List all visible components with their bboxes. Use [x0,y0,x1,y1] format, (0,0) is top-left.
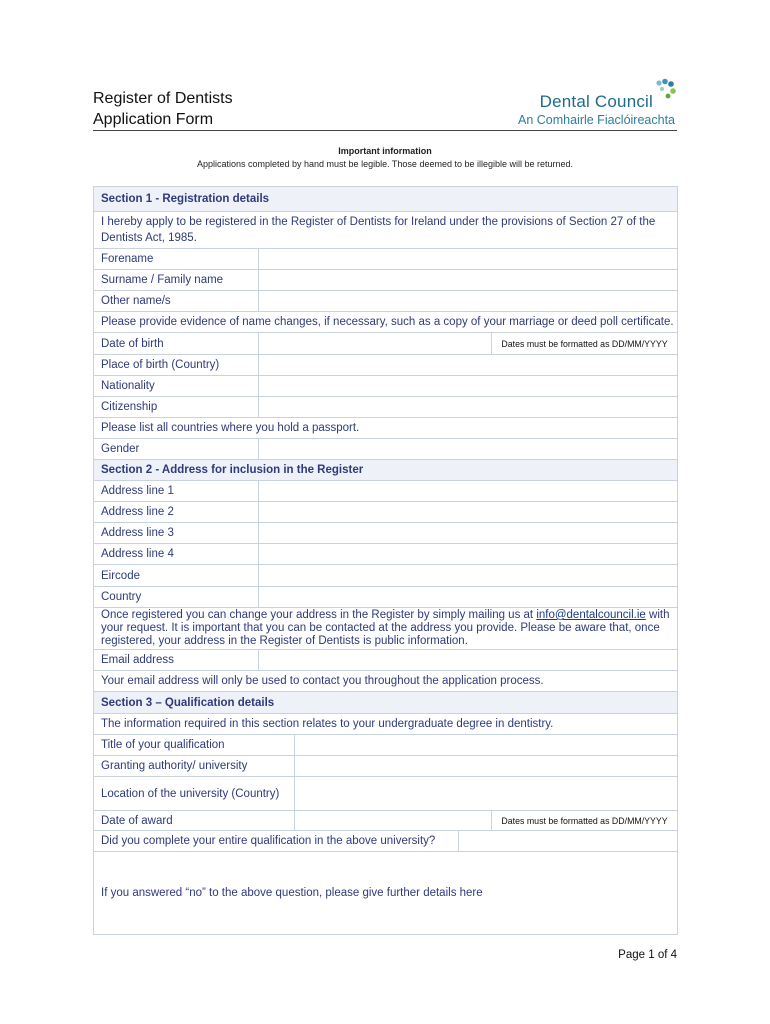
info-email-link[interactable]: info@dentalcouncil.ie [536,609,646,621]
section3-title: Section 3 – Qualification details [94,692,678,714]
surname-label: Surname / Family name [94,270,259,291]
address-line-2-label: Address line 2 [94,502,259,523]
forename-row [94,249,678,270]
country-row [94,587,678,608]
address-line-1-field[interactable] [259,481,678,502]
pob-field[interactable] [259,355,678,376]
address-note-row [94,608,678,650]
address-line-3-row [94,523,678,544]
country-label: Country [94,587,259,608]
complete-question-label: Did you complete your entire qualification in the above university? [94,831,459,852]
section1-title: Section 1 - Registration details [94,187,678,212]
address-line-1-row [94,481,678,502]
forename-field[interactable] [259,249,678,270]
gender-row [94,439,678,460]
award-date-field[interactable] [295,811,492,831]
important-text: Applications completed by hand must be legible. Those deemed to be illegible will be returned. [196,159,574,169]
university-location-field[interactable] [295,777,678,811]
gender-field[interactable] [259,439,678,460]
award-date-row [94,811,678,831]
complete-question-row [94,831,678,852]
citizenship-label: Citizenship [94,397,259,418]
email-row [94,650,678,671]
address-line-2-row [94,502,678,523]
eircode-row [94,565,678,587]
surname-row [94,270,678,291]
logo-irish-name: An Comhairle Fiaclóireachta [517,113,675,127]
citizenship-field[interactable] [259,397,678,418]
eircode-field[interactable] [259,565,678,587]
nationality-row [94,376,678,397]
email-note: Your email address will only be used to contact you throughout the application process. [94,671,678,692]
name-note: Please provide evidence of name changes, if necessary, such as a copy of your marriage or deed poll certificate. [94,312,678,333]
dob-label: Date of birth [94,333,259,355]
dental-council-logo [518,80,675,127]
dob-field[interactable] [259,333,492,355]
section3-intro-row [94,714,678,735]
name-note-row [94,312,678,333]
logo-name: Dental Council [539,92,653,111]
email-note-row [94,671,678,692]
title-line-1: Register of Dentists [93,90,233,107]
important-information [93,146,677,169]
eircode-label: Eircode [94,565,259,587]
email-field[interactable] [259,650,678,671]
title-line-2: Application Form [93,111,214,128]
logo-dots-icon [651,78,677,104]
address-line-1-label: Address line 1 [94,481,259,502]
granting-authority-label: Granting authority/ university [94,756,295,777]
address-line-2-field[interactable] [259,502,678,523]
pob-row [94,355,678,376]
pob-label: Place of birth (Country) [94,355,259,376]
country-field[interactable] [259,587,678,608]
further-details-field[interactable] [94,852,678,935]
passport-note-row [94,418,678,439]
address-line-4-field[interactable] [259,544,678,565]
address-note [94,608,678,650]
dob-row [94,333,678,355]
application-form-table [93,186,678,935]
citizenship-row [94,397,678,418]
university-location-row [94,777,678,811]
further-details-row [94,852,678,935]
section1-header [94,187,678,212]
section2-title: Section 2 - Address for inclusion in the Register [94,460,678,481]
qualification-title-label: Title of your qualification [94,735,295,756]
other-names-label: Other name/s [94,291,259,312]
address-line-4-row [94,544,678,565]
passport-note: Please list all countries where you hold a passport. [94,418,678,439]
important-heading: Important information [338,146,432,156]
address-line-3-field[interactable] [259,523,678,544]
address-note-text-a: Once registered you can change your address in the Register by simply mailing us at [101,609,537,621]
granting-authority-row [94,756,678,777]
nationality-field[interactable] [259,376,678,397]
address-line-3-label: Address line 3 [94,523,259,544]
address-note-text-b: with your request. It is important that you can be contacted at the address you provide. Please be aware that, once registered, your address in the Register of Dentists is public information. [101,609,670,647]
section3-intro: The information required in this section relates to your undergraduate degree in dentistry. [94,714,678,735]
gender-label: Gender [94,439,259,460]
page-number: Page 1 of 4 [618,949,677,961]
form-title [93,88,233,130]
nationality-label: Nationality [94,376,259,397]
complete-question-field[interactable] [459,831,678,852]
email-label: Email address [94,650,259,671]
surname-field[interactable] [259,270,678,291]
header-rule [93,130,677,131]
address-line-4-label: Address line 4 [94,544,259,565]
qualification-title-field[interactable] [295,735,678,756]
award-date-note: Dates must be formatted as DD/MM/YYYY [492,811,678,831]
further-details-label: If you answered “no” to the above question, please give further details here [101,887,483,899]
qualification-title-row [94,735,678,756]
granting-authority-field[interactable] [295,756,678,777]
other-names-row [94,291,678,312]
section2-header [94,460,678,481]
other-names-field[interactable] [259,291,678,312]
forename-label: Forename [94,249,259,270]
award-date-label: Date of award [94,811,295,831]
section1-intro-row [94,212,678,249]
section1-intro: I hereby apply to be registered in the Register of Dentists for Ireland under the provisions of Section 27 of the Dentists Act, 1985. [94,212,678,249]
section3-header [94,692,678,714]
dob-date-note: Dates must be formatted as DD/MM/YYYY [492,333,678,355]
university-location-label: Location of the university (Country) [94,777,295,811]
